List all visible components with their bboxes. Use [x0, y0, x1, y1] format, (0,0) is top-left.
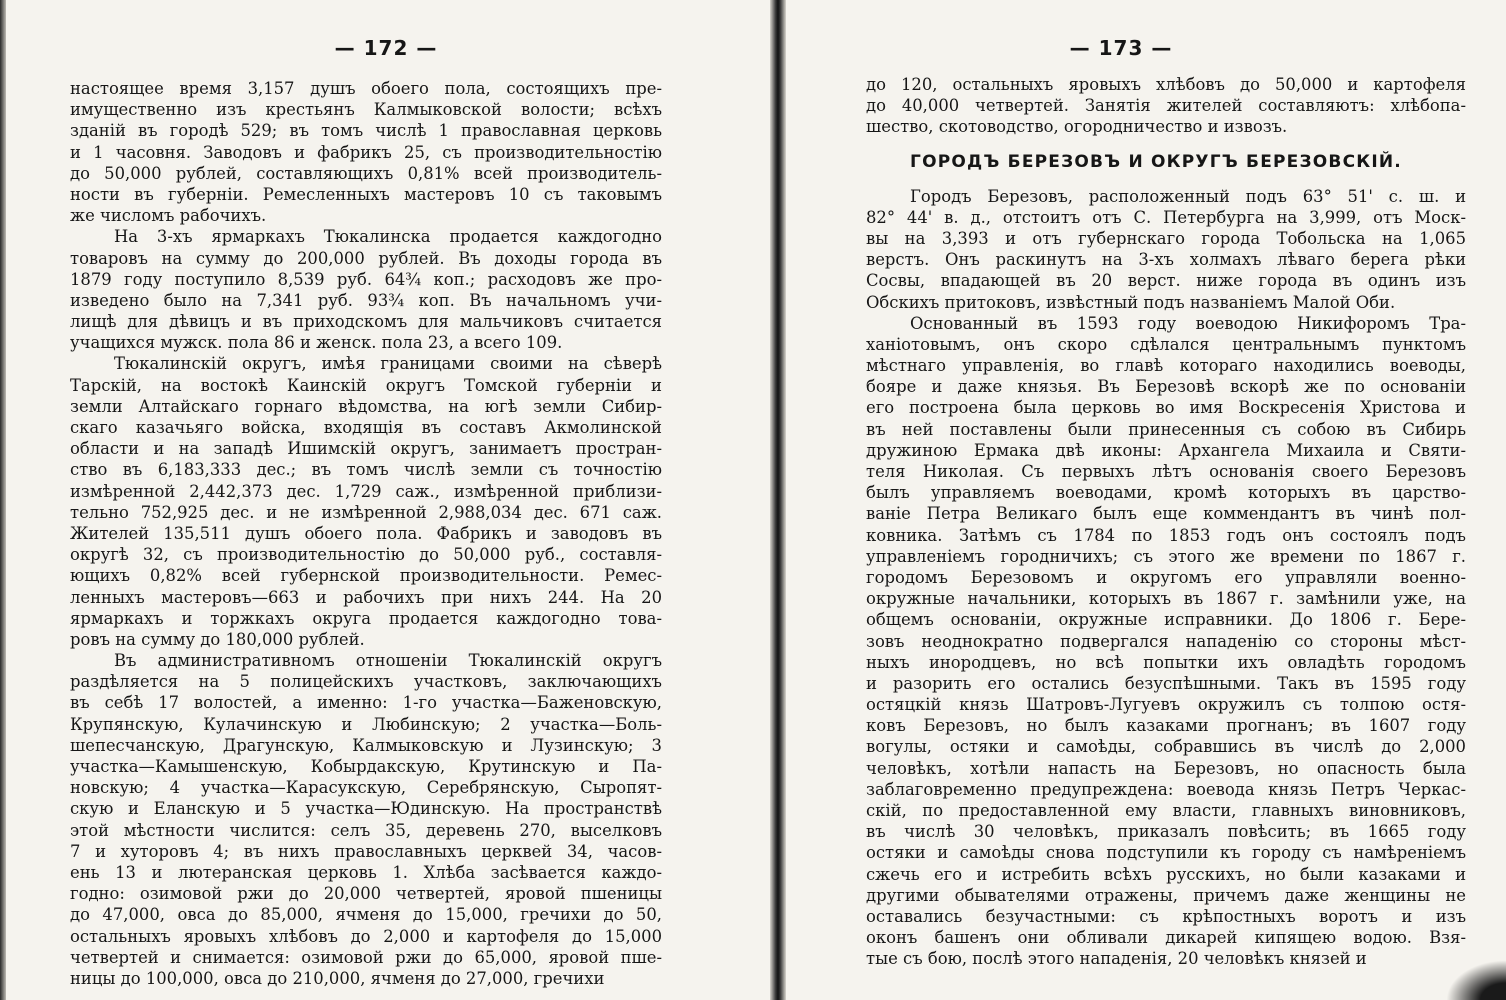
text-line: же числомъ рабочихъ. — [70, 206, 267, 226]
text-line: ницы до 100,000, овса до 210,000, ячменя до 27,000, гречихи — [70, 968, 605, 988]
text-line: имущественно изъ крестьянъ Калмыковской волости; всѣхъ — [70, 100, 662, 120]
text-line: скаго казачьяго войска, входящія въ составъ Акмолинской — [70, 418, 662, 437]
text-line: Крупянскую, Кулачинскую и Любинскую; 2 участка—Боль- — [70, 714, 662, 734]
text-line: верстъ. Онъ раскинутъ на 3-хъ холмахъ лѣваго берега рѣки — [866, 250, 1466, 270]
text-line: ваніе Петра Великаго былъ еще коммендантъ въ чинѣ пол- — [866, 504, 1466, 524]
text-line: до 40,000 четвертей. Занятія жителей составляютъ: хлѣбопа- — [866, 96, 1466, 116]
text-line: вы на 3,393 и отъ губернскаго города Тобольска на 1,065 — [866, 228, 1466, 248]
text-line: тые съ бою, послѣ этого нападенія, 20 человѣкъ князей и — [866, 949, 1367, 969]
text-line: изведено было на 7,341 руб. 93¾ коп. Въ начальномъ учи- — [70, 290, 662, 310]
text-line: ющихъ 0,82% всей губернской производительности. Ремес- — [70, 566, 662, 586]
text-line: годно: озимовой ржи до 20,000 четвертей, яровой пшеницы — [70, 884, 662, 904]
text-line: сжечь его и истребить всѣхъ русскихъ, но были казаками и — [866, 864, 1466, 884]
text-line: этой мѣстности числится: селъ 35, деревень 270, выселковъ — [70, 820, 662, 840]
text-line: измѣренной 2,442,373 дес. 1,729 саж., измѣренной приблизи- — [70, 481, 662, 501]
text-line: общемъ основаніи, окружные исправники. До 1806 г. Бере- — [866, 610, 1466, 630]
right-page — [866, 28, 1466, 988]
text-line: скій, по предоставленной ему власти, главныхъ виновниковъ, — [866, 801, 1466, 820]
book-gutter — [770, 0, 786, 1000]
page-body-continued — [866, 74, 1466, 138]
text-line: дружиною Ермака двѣ иконы: Архангела Михаила и Святи- — [866, 440, 1466, 460]
text-line: вогулы, остяки и самоѣды, собравшись въ числѣ до 2,000 — [866, 737, 1466, 757]
text-line: городомъ Березовомъ и округомъ его управляли военно- — [866, 567, 1466, 587]
text-line: мѣстнаго управленія, во главѣ котораго находились воеводы, — [866, 356, 1466, 376]
text-line: Тюкалинскій округъ, имѣя границами своими на сѣверѣ — [114, 354, 662, 374]
page-number: — 173 — — [1069, 36, 1173, 60]
text-line: до 120, остальныхъ яровыхъ хлѣбовъ до 50,000 и картофеля — [866, 75, 1466, 94]
text-line: Жителей 135,511 душъ обоего пола. Фабрикъ и заводовъ въ — [70, 523, 662, 543]
text-line: въ себѣ 17 волостей, а именно: 1-го участка—Баженовскую, — [70, 693, 662, 713]
text-line: остяцкій князь Шатровъ-Лугуевъ окружилъ съ толпою остя- — [866, 695, 1466, 715]
text-line: въ числѣ 30 человѣкъ, приказалъ повѣсить; въ 1665 году — [866, 822, 1466, 842]
text-line: На 3-хъ ярмаркахъ Тюкалинска продается каждогодно — [114, 227, 662, 247]
text-line: окружные начальники, которыхъ въ 1867 г. замѣнили уже, на — [866, 589, 1466, 609]
text-line: управленіемъ городничихъ; съ этого же времени по 1867 г. — [866, 546, 1466, 566]
text-line: Городъ Березовъ, расположенный подъ 63° 51' с. ш. и — [910, 186, 1466, 206]
text-line: оставались безучастными: съ крѣпостныхъ воротъ и изъ — [866, 906, 1466, 926]
text-line: до 47,000, овса до 85,000, ячменя до 15,000, гречихи до 50, — [70, 905, 662, 925]
text-line: человѣкъ, хотѣли напасть на Березовъ, но опасность была — [866, 758, 1466, 778]
text-line: ханіотовымъ, онъ скоро сдѣлался центральнымъ пунктомъ — [866, 334, 1466, 354]
text-line: оконъ башенъ они обливали дикарей кипящею водою. Взя- — [866, 928, 1466, 948]
text-line: ковника. Затѣмъ съ 1784 по 1853 годъ онъ состоялъ подъ — [866, 525, 1466, 545]
page-body — [866, 186, 1466, 970]
text-line: ныхъ инородцевъ, но всѣ попытки ихъ овладѣть городомъ — [866, 652, 1466, 672]
page-body — [70, 78, 662, 988]
text-line: Тарскій, на востокѣ Каинскій округъ Томской губерніи и — [70, 375, 662, 395]
text-line: остальныхъ яровыхъ хлѣбовъ до 2,000 и картофеля до 15,000 — [70, 926, 662, 946]
text-line: ство въ 6,183,333 дес.; въ томъ числѣ земли съ точностію — [70, 460, 662, 480]
text-line: ленныхъ мастеровъ—663 и рабочихъ при нихъ 244. На 20 — [70, 587, 662, 607]
text-line: шество, скотоводство, огородничество и извозъ. — [866, 117, 1288, 137]
text-line: товаровъ на сумму до 200,000 рублей. Въ доходы города въ — [70, 248, 662, 268]
text-line: ень 13 и лютеранская церковь 1. Хлѣба засѣвается каждо- — [70, 862, 662, 882]
text-line: учащихся мужск. пола 86 и женск. пола 23, а всего 109. — [70, 333, 563, 353]
text-line: его построена была церковь во имя Воскресенія Христова и — [866, 398, 1466, 418]
text-line: Въ административномъ отношеніи Тюкалинскій округъ — [114, 651, 662, 671]
text-line: Сосвы, впадающей въ 20 верст. ниже города въ одинъ изъ — [866, 271, 1466, 291]
text-line: до 50,000 рублей, составляющихъ 0,81% всей производитель- — [70, 163, 662, 183]
text-line: округѣ 32, съ производительностію до 50,000 руб., составля- — [70, 545, 662, 565]
text-line: тельно 752,925 дес. и не измѣренной 2,988,034 дес. 671 саж. — [70, 502, 662, 522]
text-line: земли Алтайскаго горнаго вѣдомства, на югѣ земли Сибир- — [70, 396, 662, 416]
text-line: Обскихъ притоковъ, извѣстный подъ названіемъ Малой Оби. — [866, 292, 1396, 312]
text-line: 1879 году поступило 8,539 руб. 64¾ коп.; расходовъ же про- — [70, 269, 662, 289]
text-line: шепесчанскую, Драгунскую, Калмыковскую и Лузинскую; 3 — [70, 735, 662, 755]
text-line: заблаговременно предупреждена: воевода князь Петръ Черкас- — [866, 779, 1466, 799]
text-line: 82° 44' в. д., отстоитъ отъ С. Петербурга на 3,999, отъ Моск- — [866, 207, 1466, 227]
text-line: ровъ на сумму до 180,000 рублей. — [70, 629, 365, 649]
text-line: бояре и даже князья. Въ Березовѣ вскорѣ же по основаніи — [866, 377, 1466, 397]
text-line: ности въ губерніи. Ремесленныхъ мастеровъ 10 съ таковымъ — [70, 184, 662, 204]
text-line: ковъ Березовъ, но былъ казаками прогнанъ; въ 1607 году — [866, 716, 1466, 736]
text-line: зданій въ городѣ 529; въ томъ числѣ 1 православная церковь — [70, 121, 662, 141]
section-heading: ГОРОДЪ БЕРЕЗОВЪ И ОКРУГЪ БЕРЕЗОВСКІЙ. — [910, 151, 1402, 172]
text-line: новскую; 4 участка—Карасукскую, Серебрянскую, Сыропят- — [70, 778, 662, 798]
text-line: Основанный въ 1593 году воеводою Никифоромъ Тра- — [910, 313, 1466, 333]
text-line: раздѣляется на 5 полицейскихъ участковъ, заключающихъ — [70, 672, 662, 692]
text-line: въ ней поставлены были принесенныя съ собою въ Сибирь — [866, 419, 1466, 439]
text-line: былъ управляемъ воеводами, кромѣ которыхъ въ царство- — [866, 483, 1466, 503]
text-line: области и на западѣ Ишимскій округъ, занимаетъ простран- — [70, 439, 662, 459]
page-number: — 172 — — [334, 36, 438, 60]
text-line: ярмаркахъ и торжкахъ округа продается каждогодно това- — [70, 608, 662, 628]
book-edge — [0, 0, 6, 1000]
text-line: теля Николая. Съ первыхъ лѣтъ основанія своего Березовъ — [866, 462, 1466, 481]
text-line: остяки и самоѣды снова подступили къ городу съ намѣреніемъ — [866, 843, 1466, 863]
text-line: скую и Еланскую и 5 участка—Юдинскую. На пространствѣ — [70, 799, 662, 819]
text-line: участка—Камышенскую, Кобырдакскую, Крутинскую и Па- — [70, 757, 662, 776]
text-line: настоящее время 3,157 душъ обоего пола, состоящихъ пре- — [70, 79, 662, 98]
text-line: 7 и хуторовъ 4; въ нихъ православныхъ церквей 34, часов- — [70, 841, 662, 861]
left-page — [70, 28, 662, 988]
text-line: и 1 часовня. Заводовъ и фабрикъ 25, съ производительностію — [70, 142, 662, 162]
text-line: зовъ неоднократно подвергался нападенію со стороны мѣст- — [866, 631, 1466, 651]
text-line: четвертей и снимается: озимовой ржи до 65,000, яровой пше- — [70, 947, 662, 967]
text-line: лищѣ для дѣвицъ и въ приходскомъ для мальчиковъ считается — [70, 312, 662, 332]
text-line: другими обывателями отражены, причемъ даже женщины не — [866, 885, 1466, 905]
text-line: и разорить его остались безуспѣшными. Такъ въ 1595 году — [866, 673, 1466, 693]
